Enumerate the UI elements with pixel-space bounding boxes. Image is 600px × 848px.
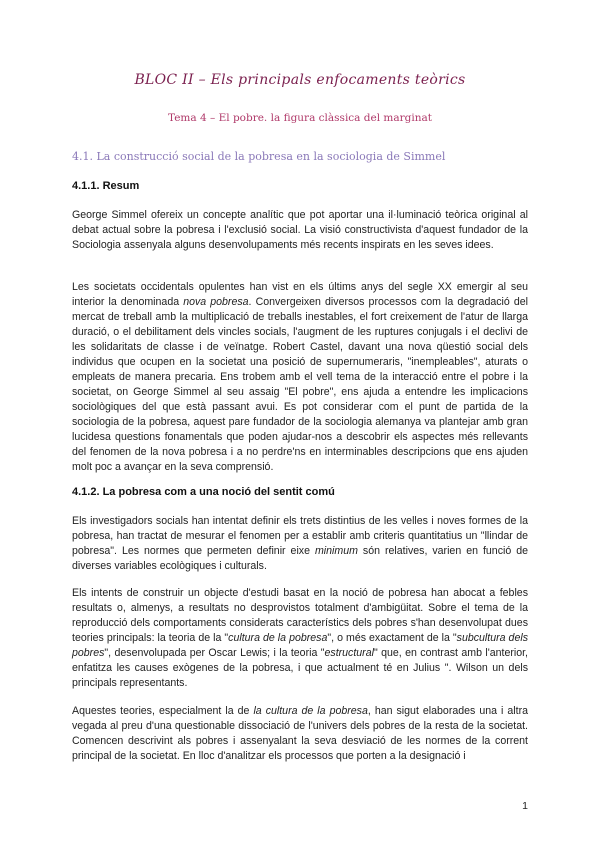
paragraph: George Simmel ofereix un concepte analític que pot aportar una il·luminació teòrica original al debat actual sobre la pobresa i l'exclusió social. La visió constructivista d'aquest fundador de la Sociologia assenyala alguns desenvolupaments més recents inspirats en les seves idees. [72, 209, 528, 251]
bloc-title: BLOC II – Els principals enfocaments teòrics [134, 72, 466, 88]
paragraph: Els intents de construir un objecte d'estudi basat en la noció de pobresa han abocat a febles resultats o, almenys, a resultats no desprovistos totalment d'ambigüitat. Sobre el tema de la reproducció dels comportaments considerats característics dels pobres s'han desenvolupat dues teories principals: la teoria de la "cultura de la pobresa", o més exactament de la "subcultura dels pobres", desenvolupada per Oscar Lewis; i la teoria "estructural" que, en contrast amb l'anterior, enfatitza les causes exògenes de la pobresa, i que actualment té en Julius ". Wilson un dels principals representants. [72, 587, 528, 689]
page-number: 1 [522, 800, 528, 812]
paragraph: Les societats occidentals opulentes han vist en els últims anys del segle XX emergir al seu interior la denominada nova pobresa. Convergeixen diversos processos com la degradació del mercat de treball amb la multiplicació de treballs inestables, el fort creixement de l'atur de llarga duració, o el debilitament dels vincles socials, l'augment de les ruptures conjugals i el declivi de les solidaritats de classe i de veïnatge. Robert Castel, davant una nova qüestió social dels individus que ocupen en la societat una posició de supernumeraris, "inempleables", aturats o empleats de manera precaria. Ens trobem amb el vell tema de la interacció entre el pobre i la societat, on George Simmel al seu assaig "El pobre", ens ajuda a entendre les implicacions sociològiques del que està passant avui. Es pot considerar com el punt de partida de la sociologia de la pobresa, aquest pare fundador de la sociologia alemanya va plantejar amb gran lucidesa questions fonamentals que poden ajudar-nos a descobrir els aspectes més rellevants del fenomen de la nova pobresa i a no perdre'ns en interminables descripcions que ens ajuden molt poc a avançar en la seva comprensió. [72, 281, 528, 473]
paragraph: Els investigadors socials han intentat definir els trets distintius de les velles i noves formes de la pobresa, han tractat de mesurar el fenomen per a establir amb criteris quantitatius un "llindar de pobresa". Les normes que permeten definir eixe minimum són relatives, varien en funció de diverses variables ecològiques i culturals. [72, 515, 528, 572]
paragraph: Aquestes teories, especialment la de la cultura de la pobresa, han sigut elaborades una i altra vegada al preu d'una questionable dissociació de l'univers dels pobres de la resta de la societat. Comencen descrivint als pobres i assenyalant la seva desviació de les normes de la corrent principal de la societat. En lloc d'analitzar els processos que porten a la designació i [72, 705, 528, 762]
tema-title: Tema 4 – El pobre. la figura clàssica del marginat [168, 112, 432, 124]
subsection-title-resum: 4.1.1. Resum [72, 180, 140, 192]
subsection-title-sentit-comu: 4.1.2. La pobresa com a una noció del sentit comú [72, 486, 335, 498]
section-title: 4.1. La construcció social de la pobresa en la sociologia de Simmel [72, 150, 446, 163]
